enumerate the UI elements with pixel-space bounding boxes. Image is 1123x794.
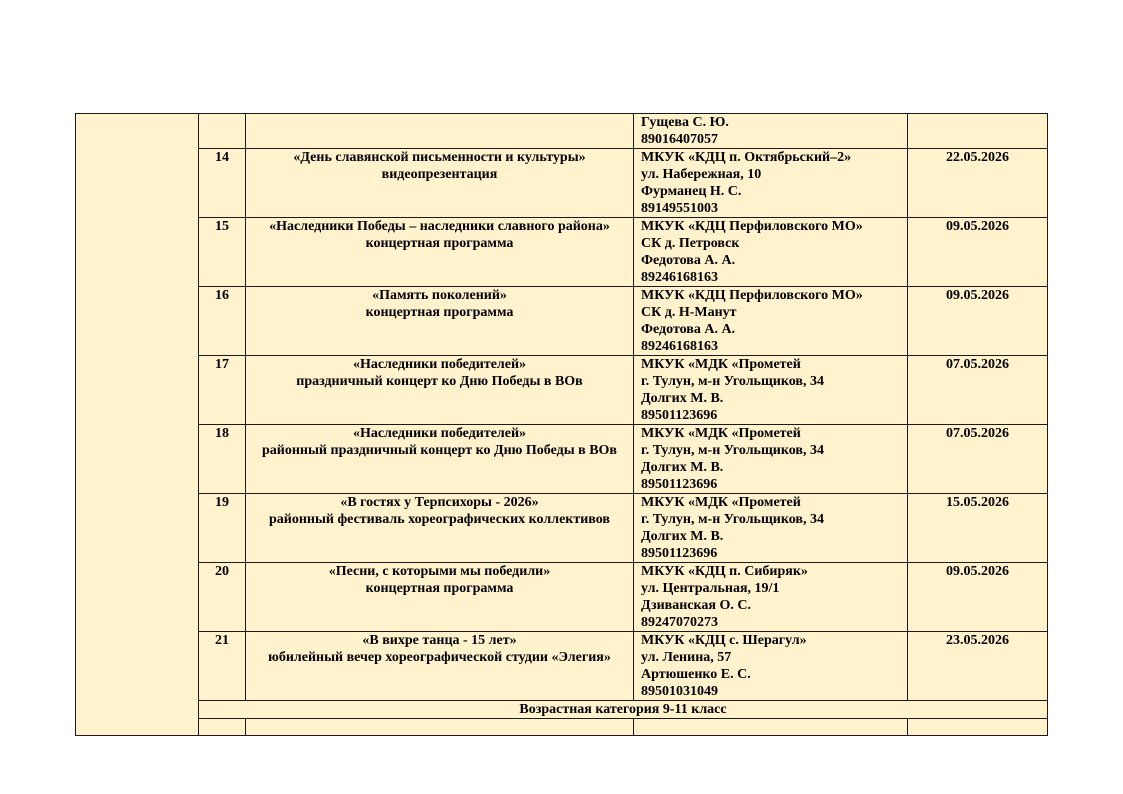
- organizer-line: СК д. Н-Манут: [641, 305, 737, 320]
- event-title-line: праздничный концерт ко Дню Победы в ВОв: [296, 374, 583, 389]
- event-title-cell: [246, 114, 634, 149]
- organizer-line: Гущева С. Ю.: [641, 115, 729, 130]
- row-number-cell: [199, 719, 246, 736]
- organizer-line: МКУК «КДЦ Перфиловского МО»: [641, 288, 863, 303]
- organizer-line: г. Тулун, м-н Угольщиков, 34: [641, 443, 824, 458]
- row-number-cell: 19: [199, 494, 246, 563]
- event-title-line: видеопрезентация: [381, 167, 498, 182]
- organizer-line: МКУК «МДК «Прометей: [641, 495, 801, 510]
- organizer-cell: [634, 425, 908, 494]
- event-title-cell: [246, 563, 634, 632]
- organizer-line: МКУК «КДЦ п. Сибиряк»: [641, 564, 808, 579]
- organizer-line: Фурманец Н. С.: [641, 184, 742, 199]
- row-number-cell: 16: [199, 287, 246, 356]
- organizer-line: ул. Центральная, 19/1: [641, 581, 780, 596]
- age-category-label: Возрастная категория 9-11 класс: [199, 701, 1048, 719]
- organizer-cell: [634, 218, 908, 287]
- organizer-line: ул. Ленина, 57: [641, 650, 732, 665]
- table-row: [76, 149, 1048, 218]
- date-cell: [908, 719, 1048, 736]
- row-number-cell: 18: [199, 425, 246, 494]
- row-number-cell: 17: [199, 356, 246, 425]
- event-title-cell: [246, 719, 634, 736]
- organizer-line: 89246168163: [641, 270, 718, 285]
- event-title-line: районный праздничный концерт ко Дню Победы в ВОв: [262, 443, 617, 458]
- organizer-line: ул. Набережная, 10: [641, 167, 762, 182]
- date-cell: [908, 114, 1048, 149]
- event-title-cell: [246, 494, 634, 563]
- organizer-line: 89501123696: [641, 546, 718, 561]
- organizer-line: Долгих М. В.: [641, 529, 724, 544]
- event-title-cell: [246, 356, 634, 425]
- row-number-cell: 15: [199, 218, 246, 287]
- event-title-line: «Наследники победителей»: [352, 357, 527, 372]
- organizer-line: Федотова А. А.: [641, 322, 736, 337]
- organizer-line: Долгих М. В.: [641, 460, 724, 475]
- table-row: [76, 632, 1048, 701]
- table-row: [76, 494, 1048, 563]
- organizer-line: г. Тулун, м-н Угольщиков, 34: [641, 374, 824, 389]
- organizer-cell: [634, 356, 908, 425]
- organizer-line: Дзиванская О. С.: [641, 598, 751, 613]
- date-cell: 09.05.2026: [908, 287, 1048, 356]
- organizer-line: 89501123696: [641, 408, 718, 423]
- event-title-cell: [246, 632, 634, 701]
- row-number-cell: 21: [199, 632, 246, 701]
- table-row: [76, 218, 1048, 287]
- organizer-line: 89246168163: [641, 339, 718, 354]
- organizer-line: МКУК «КДЦ п. Октябрьский–2»: [641, 150, 852, 165]
- organizer-cell: [634, 287, 908, 356]
- organizer-line: 89016407057: [641, 132, 718, 147]
- table-row: [76, 425, 1048, 494]
- organizer-line: МКУК «КДЦ с. Шерагул»: [641, 633, 807, 648]
- event-title-line: концертная программа: [365, 236, 514, 251]
- date-cell: 09.05.2026: [908, 218, 1048, 287]
- organizer-line: МКУК «МДК «Прометей: [641, 426, 801, 441]
- organizer-line: СК д. Петровск: [641, 236, 740, 251]
- event-title-cell: [246, 287, 634, 356]
- date-cell: 09.05.2026: [908, 563, 1048, 632]
- table-row: [76, 287, 1048, 356]
- organizer-line: 89501123696: [641, 477, 718, 492]
- organizer-cell: [634, 494, 908, 563]
- date-cell: 15.05.2026: [908, 494, 1048, 563]
- event-title-line: «День славянской письменности и культуры»: [293, 150, 586, 165]
- row-number-cell: [199, 114, 246, 149]
- empty-row: [76, 719, 1048, 736]
- event-title-cell: [246, 425, 634, 494]
- row-number-cell: 20: [199, 563, 246, 632]
- event-title-line: «Наследники победителей»: [352, 426, 527, 441]
- event-title-cell: [246, 218, 634, 287]
- table-row: [76, 356, 1048, 425]
- organizer-line: Артюшенко Е. С.: [641, 667, 751, 682]
- organizer-cell: [634, 563, 908, 632]
- category-row: [76, 701, 1048, 719]
- event-title-line: концертная программа: [365, 305, 514, 320]
- table-row: [76, 563, 1048, 632]
- date-cell: 07.05.2026: [908, 356, 1048, 425]
- event-title-line: «Песни, с которыми мы победили»: [328, 564, 551, 579]
- table-row: [76, 114, 1048, 149]
- row-number-cell: 14: [199, 149, 246, 218]
- event-title-line: юбилейный вечер хореографической студии «Элегия»: [268, 650, 611, 665]
- event-title-line: районный фестиваль хореографических коллективов: [269, 512, 610, 527]
- organizer-line: МКУК «КДЦ Перфиловского МО»: [641, 219, 863, 234]
- event-title-line: концертная программа: [365, 581, 514, 596]
- events-table: [75, 113, 1048, 736]
- date-cell: 23.05.2026: [908, 632, 1048, 701]
- event-title-line: «В вихре танца - 15 лет»: [362, 633, 517, 648]
- organizer-line: 89247070273: [641, 615, 718, 630]
- organizer-line: Долгих М. В.: [641, 391, 724, 406]
- organizer-cell: [634, 149, 908, 218]
- organizer-cell: [634, 114, 908, 149]
- event-title-line: «В гостях у Терпсихоры - 2026»: [340, 495, 539, 510]
- organizer-line: МКУК «МДК «Прометей: [641, 357, 801, 372]
- date-cell: 22.05.2026: [908, 149, 1048, 218]
- organizer-line: Федотова А. А.: [641, 253, 736, 268]
- event-title-line: «Наследники Победы – наследники славного района»: [269, 219, 610, 234]
- date-cell: 07.05.2026: [908, 425, 1048, 494]
- organizer-line: 89501031049: [641, 684, 718, 699]
- side-merged-cell: [76, 114, 199, 736]
- organizer-cell: [634, 719, 908, 736]
- event-title-cell: [246, 149, 634, 218]
- event-title-line: «Память поколений»: [372, 288, 507, 303]
- organizer-line: г. Тулун, м-н Угольщиков, 34: [641, 512, 824, 527]
- organizer-line: 89149551003: [641, 201, 718, 216]
- organizer-cell: [634, 632, 908, 701]
